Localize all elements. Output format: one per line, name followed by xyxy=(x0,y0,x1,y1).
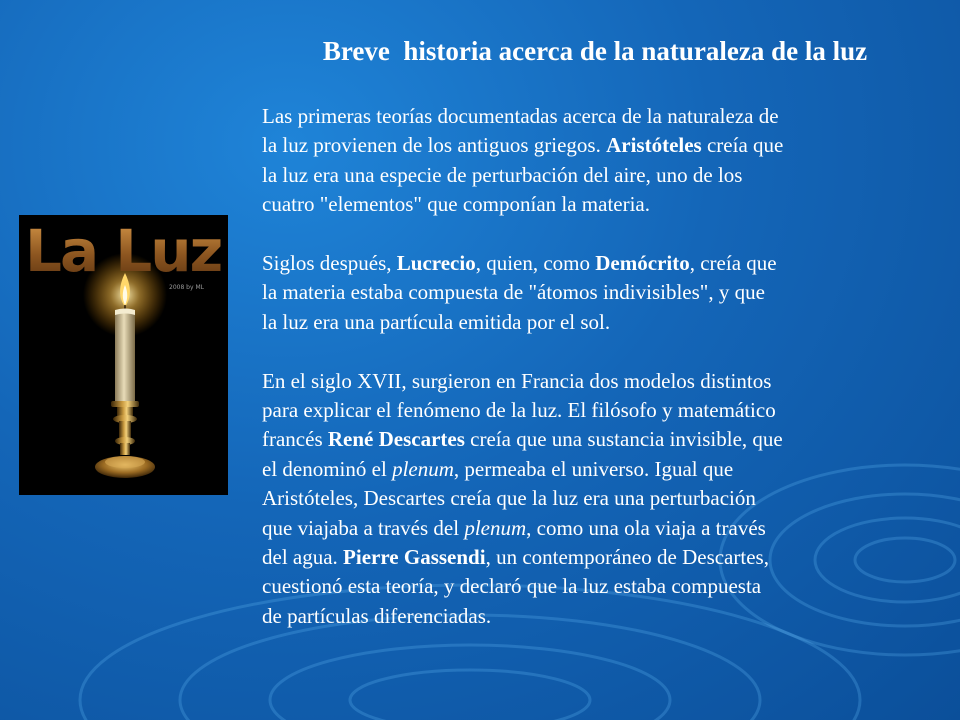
text-run: la luz provienen de los antiguos griegos. xyxy=(262,133,607,158)
text-run: creía que una sustancia invisible, que xyxy=(464,427,783,452)
paragraph xyxy=(262,249,942,337)
text-line xyxy=(262,396,942,425)
candle-wax xyxy=(115,310,135,402)
bold-name: Demócrito xyxy=(595,251,690,276)
text-run: Las primeras teorías documentadas acerca de la naturaleza de xyxy=(262,104,779,128)
text-run: cuestionó esta teoría, y declaró que la luz estaba compuesta xyxy=(262,574,762,599)
text-run: la materia estaba compuesta de "átomos indivisibles", y que xyxy=(262,280,765,305)
bold-name: Pierre Gassendi xyxy=(343,545,486,570)
text-line xyxy=(262,190,942,219)
italic-term: plenum xyxy=(464,515,527,540)
text-run: , creía que xyxy=(689,251,777,276)
bold-name: Lucrecio xyxy=(396,251,476,276)
text-run: , como una ola viaja a través xyxy=(526,515,766,540)
text-line xyxy=(262,249,942,278)
text-run: , permeaba el universo. Igual que xyxy=(453,456,734,481)
text-line xyxy=(262,484,942,513)
text-line xyxy=(262,161,942,190)
text-run: la luz era una partícula emitida por el sol. xyxy=(262,309,611,334)
text-line xyxy=(262,425,942,454)
bold-name: Aristóteles xyxy=(606,133,702,158)
text-run: la luz era una especie de perturbación del aire, uno de los xyxy=(262,162,743,187)
text-run: cuatro "elementos" que componían la materia. xyxy=(262,192,650,217)
text-line xyxy=(262,514,942,543)
text-line xyxy=(262,367,942,396)
text-run: que viajaba a través del xyxy=(262,515,465,540)
text-run: francés xyxy=(262,427,328,452)
poster-caption: 2008 by ML xyxy=(169,284,204,291)
candle-poster-image xyxy=(19,215,228,495)
italic-term: plenum xyxy=(392,456,454,481)
poster-title-logo: La Luz xyxy=(25,217,222,285)
slide-title: Breve historia acerca de la naturaleza de la luz xyxy=(322,36,868,66)
text-run: , quien, como xyxy=(475,251,596,276)
text-line xyxy=(262,278,942,307)
text-line xyxy=(262,102,942,131)
text-line xyxy=(262,131,942,160)
text-line xyxy=(262,572,942,601)
text-line xyxy=(262,455,942,484)
text-run: de partículas diferenciadas. xyxy=(262,603,492,628)
text-run: Aristóteles, Descartes creía que la luz era una perturbación xyxy=(262,486,756,511)
bold-name: René Descartes xyxy=(327,427,465,452)
paragraph xyxy=(262,367,942,632)
text-run: para explicar el fenómeno de la luz. El filósofo y matemático xyxy=(262,398,776,423)
text-run: En el siglo XVII, surgieron en Francia dos modelos distintos xyxy=(262,368,772,393)
body-text xyxy=(262,102,942,631)
text-run: el denominó el xyxy=(262,456,393,481)
paragraph xyxy=(262,102,942,220)
text-run: Siglos después, xyxy=(262,251,397,276)
text-run: , un contemporáneo de Descartes, xyxy=(485,545,769,570)
text-run: creía que xyxy=(701,133,784,158)
text-run: del agua. xyxy=(262,545,344,570)
text-line xyxy=(262,543,942,572)
text-line xyxy=(262,308,942,337)
text-line xyxy=(262,602,942,631)
